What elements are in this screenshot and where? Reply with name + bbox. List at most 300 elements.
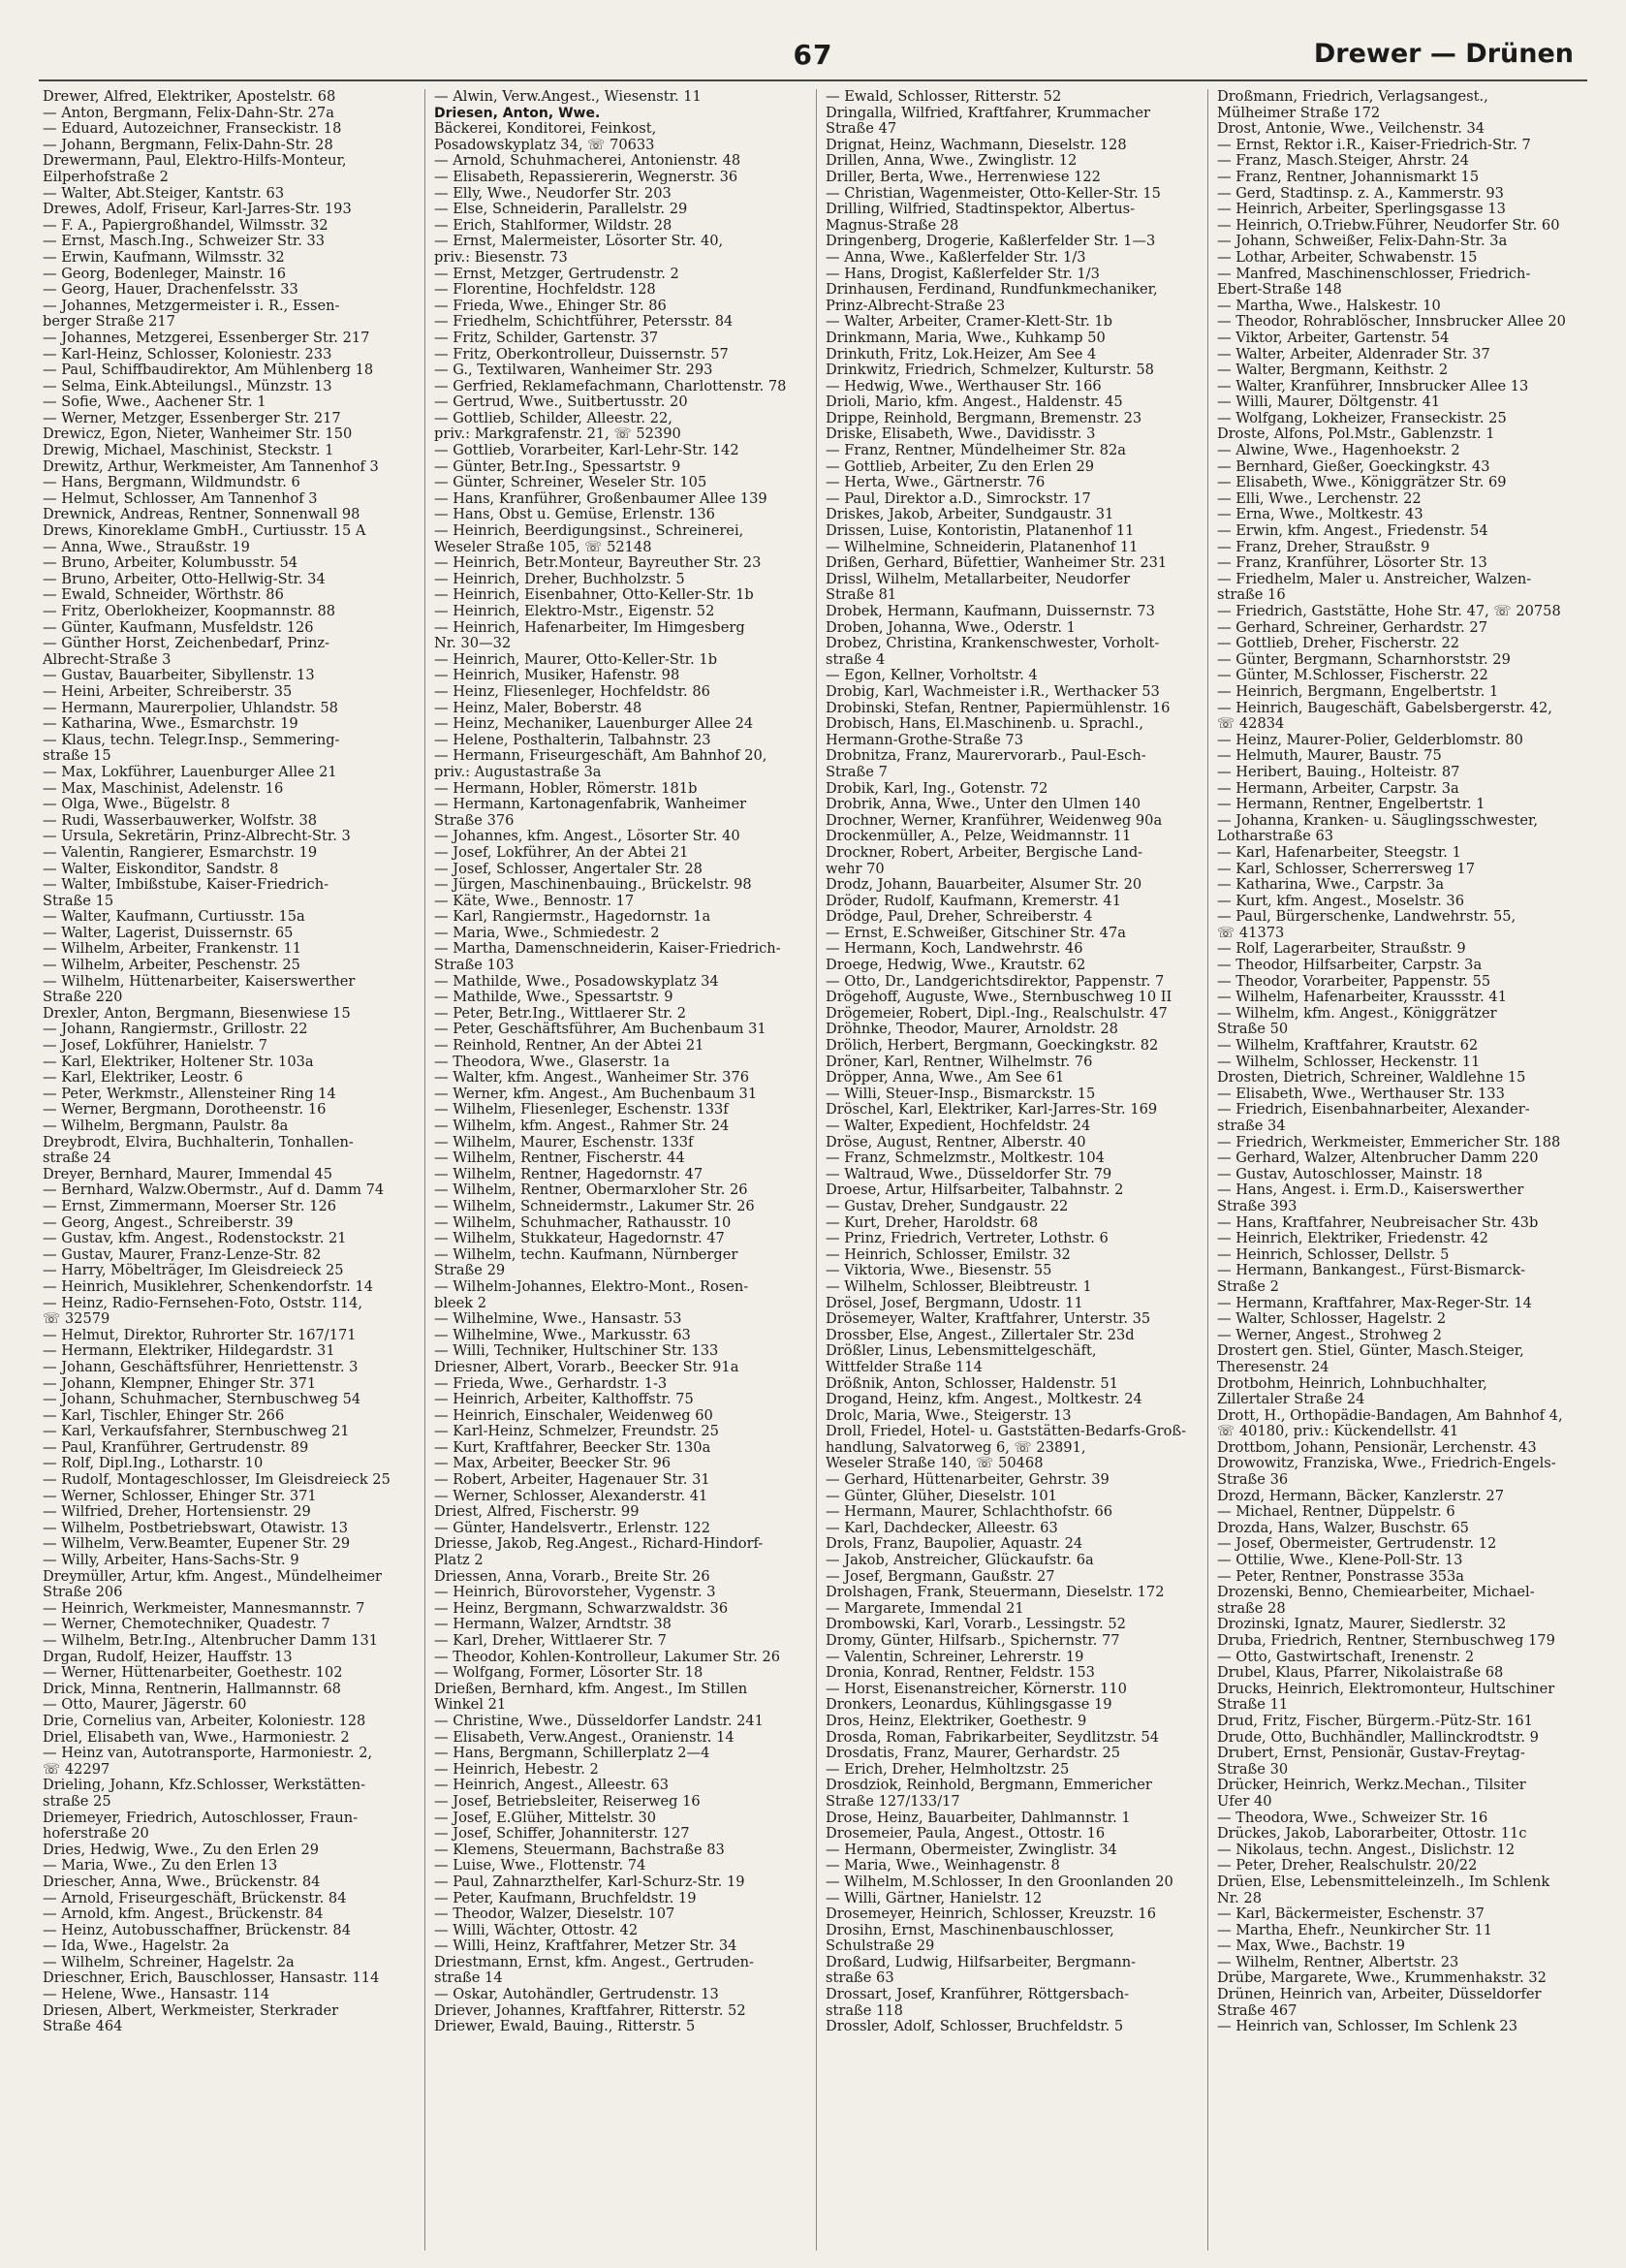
directory-entry: — Arnold, kfm. Angest., Brückenstr. 84 — [43, 1906, 324, 1923]
directory-entry: — Paul, Schiffbaudirektor, Am Mühlenberg 18 — [43, 362, 374, 379]
directory-entry: — Wilhelmine, Wwe., Markusstr. 63 — [434, 1327, 691, 1343]
directory-entry: — Elisabeth, Wwe., Königgrätzer Str. 69 — [1217, 475, 1507, 491]
directory-entry: — Willi, Heinz, Kraftfahrer, Metzer Str. 34 — [434, 1938, 737, 1955]
directory-entry: Drie, Cornelius van, Arbeiter, Koloniestr. 128 — [43, 1713, 366, 1729]
directory-entry: — Karl, Hafenarbeiter, Steegstr. 1 — [1217, 844, 1461, 861]
directory-entry: — Herta, Wwe., Gärtnerstr. 76 — [826, 475, 1046, 491]
directory-entry: Straße 103 — [434, 958, 515, 974]
directory-entry: Drößnik, Anton, Schlosser, Haldenstr. 51 — [826, 1375, 1118, 1392]
directory-entry: — Paul, Kranführer, Gertrudenstr. 89 — [43, 1439, 309, 1456]
directory-entry: — Kurt, Dreher, Haroldstr. 68 — [826, 1214, 1039, 1231]
directory-entry: — Karl, Bäckermeister, Eschenstr. 37 — [1217, 1906, 1485, 1923]
directory-entry: Drobik, Karl, Ing., Gotenstr. 72 — [826, 780, 1048, 797]
directory-entry: Straße 127/133/17 — [826, 1793, 960, 1810]
directory-entry: — Hermann, Obermeister, Zwinglistr. 34 — [826, 1842, 1117, 1858]
directory-entry: — Hermann, Koch, Landwehrstr. 46 — [826, 941, 1083, 958]
directory-entry: — Ewald, Schlosser, Ritterstr. 52 — [826, 89, 1062, 105]
directory-entry: straße 63 — [826, 1970, 894, 1987]
directory-entry: — Gerhard, Hüttenarbeiter, Gehrstr. 39 — [826, 1472, 1110, 1489]
directory-entry: — Hans, Angest. i. Erm.D., Kaiserswerther — [1217, 1182, 1524, 1199]
directory-entry: — Wilhelm, Hafenarbeiter, Kraussstr. 41 — [1217, 990, 1507, 1006]
directory-entry: — Walter, Bergmann, Keithstr. 2 — [1217, 362, 1449, 379]
directory-entry: — Werner, Bergmann, Dorotheenstr. 16 — [43, 1102, 327, 1118]
directory-entry: Drockner, Robert, Arbeiter, Bergische Land- — [826, 844, 1143, 861]
directory-entry: — Ernst, Masch.Ing., Schweizer Str. 33 — [43, 234, 326, 250]
directory-entry: — Bruno, Arbeiter, Otto-Hellwig-Str. 34 — [43, 571, 326, 587]
directory-entry: Straße 467 — [1217, 2002, 1298, 2019]
directory-entry: — Sofie, Wwe., Aachener Str. 1 — [43, 394, 266, 411]
directory-entry: Drobrik, Anna, Wwe., Unter den Ulmen 140 — [826, 797, 1141, 813]
directory-entry: — Friedrich, Eisenbahnarbeiter, Alexander- — [1217, 1102, 1530, 1118]
directory-entry: Lotharstraße 63 — [1217, 829, 1334, 845]
directory-entry: — Helene, Wwe., Hansastr. 114 — [43, 1987, 270, 2003]
directory-entry: Drobek, Hermann, Kaufmann, Duissernstr. 73 — [826, 604, 1155, 619]
directory-entry: — Hedwig, Wwe., Werthauser Str. 166 — [826, 378, 1102, 394]
directory-entry: Drols, Franz, Baupolier, Aquastr. 24 — [826, 1536, 1083, 1553]
directory-entry: — Johann, Schuhmacher, Sternbuschweg 54 — [43, 1392, 361, 1408]
directory-entry: — Anna, Wwe., Kaßlerfelder Str. 1/3 — [826, 249, 1086, 266]
directory-entry: — Josef, Schiffer, Johanniterstr. 127 — [434, 1826, 690, 1843]
directory-entry: Drissen, Luise, Kontoristin, Platanenhof 11 — [826, 523, 1135, 540]
directory-entry: — Mathilde, Wwe., Posadowskyplatz 34 — [434, 973, 719, 990]
directory-entry: Drubel, Klaus, Pfarrer, Nikolaistraße 68 — [1217, 1665, 1504, 1682]
directory-entry: Driemeyer, Friedrich, Autoschlosser, Fraun- — [43, 1810, 359, 1826]
directory-entry: — Waltraud, Wwe., Düsseldorfer Str. 79 — [826, 1166, 1112, 1182]
directory-entry: — Hermann, Walzer, Arndtstr. 38 — [434, 1617, 672, 1633]
directory-entry: Drewig, Michael, Maschinist, Steckstr. 1 — [43, 443, 334, 459]
directory-entry: — Walter, Kranführer, Innsbrucker Allee 13 — [1217, 378, 1529, 394]
directory-entry: — Georg, Bodenleger, Mainstr. 16 — [43, 266, 287, 282]
directory-entry: — Hermann, Elektriker, Hildegardstr. 31 — [43, 1343, 335, 1360]
directory-entry: — Willi, Wächter, Ottostr. 42 — [434, 1922, 639, 1938]
directory-entry: — Johannes, kfm. Angest., Lösorter Str. 40 — [434, 829, 740, 845]
directory-entry: — Walter, Abt.Steiger, Kantstr. 63 — [43, 185, 285, 202]
directory-entry: — Erwin, Kaufmann, Wilmsstr. 32 — [43, 249, 285, 266]
directory-entry: — Karl, Schlosser, Scherrersweg 17 — [1217, 861, 1475, 877]
directory-entry: Driestmann, Ernst, kfm. Angest., Gertruden- — [434, 1954, 754, 1970]
directory-entry: — Valentin, Schreiner, Lehrerstr. 19 — [826, 1649, 1084, 1665]
directory-entry: Drubert, Ernst, Pensionär, Gustav-Freytag- — [1217, 1746, 1525, 1762]
directory-entry: Drioli, Mario, kfm. Angest., Haldenstr. 45 — [826, 394, 1123, 411]
directory-entry: — Michael, Rentner, Düppelstr. 6 — [1217, 1504, 1455, 1521]
directory-entry: Ebert-Straße 148 — [1217, 282, 1342, 299]
directory-entry: — Wilhelm, kfm. Angest., Königgrätzer — [1217, 1005, 1497, 1022]
directory-entry: — Wilhelm, Schuhmacher, Rathausstr. 10 — [434, 1214, 732, 1231]
directory-entry: — Martha, Ehefr., Neunkircher Str. 11 — [1217, 1922, 1493, 1938]
directory-entry: — Max, Maschinist, Adelenstr. 16 — [43, 780, 284, 797]
directory-entry: ☏ 40180, priv.: Kückendellstr. 41 — [1217, 1424, 1459, 1440]
directory-entry: — Gertrud, Wwe., Suitbertusstr. 20 — [434, 394, 688, 411]
directory-entry: Dries, Hedwig, Wwe., Zu den Erlen 29 — [43, 1842, 320, 1858]
directory-entry: Driesen, Anton, Wwe. — [434, 105, 601, 121]
directory-entry: — Johann, Bergmann, Felix-Dahn-Str. 28 — [43, 137, 333, 153]
directory-entry: Bäckerei, Konditorei, Feinkost, — [434, 121, 657, 138]
directory-entry: Posadowskyplatz 34, ☏ 70633 — [434, 137, 655, 153]
directory-entry: — Wilhelm, Betr.Ing., Altenbrucher Damm 131 — [43, 1633, 379, 1649]
directory-entry: — Karl, Elektriker, Holtener Str. 103a — [43, 1054, 314, 1070]
directory-entry: — Christine, Wwe., Düsseldorfer Landstr. 241 — [434, 1713, 764, 1729]
directory-entry: — Willi, Gärtner, Hanielstr. 12 — [826, 1890, 1043, 1906]
directory-entry: — Ernst, Metzger, Gertrudenstr. 2 — [434, 266, 679, 282]
directory-entry: Zillertaler Straße 24 — [1217, 1392, 1365, 1408]
directory-entry: Straße 36 — [1217, 1472, 1289, 1489]
directory-entry: Dronkers, Leonardus, Kühlingsgasse 19 — [826, 1697, 1112, 1714]
directory-entry: Drossber, Else, Angest., Zillertaler Str. 23d — [826, 1327, 1135, 1343]
directory-entry: — Willi, Steuer-Insp., Bismarckstr. 15 — [826, 1086, 1096, 1102]
directory-entry: Drozd, Hermann, Bäcker, Kanzlerstr. 27 — [1217, 1488, 1504, 1504]
directory-entry: — Heinz, Bergmann, Schwarzwaldstr. 36 — [434, 1600, 729, 1617]
directory-entry: Theresenstr. 24 — [1217, 1359, 1329, 1375]
directory-entry: berger Straße 217 — [43, 314, 175, 331]
directory-entry: — Arnold, Schuhmacherei, Antonienstr. 48 — [434, 153, 741, 170]
directory-entry: Drobisch, Hans, El.Maschinenb. u. Sprachl., — [826, 716, 1144, 733]
directory-entry: Driever, Johannes, Kraftfahrer, Ritterstr. 52 — [434, 2002, 746, 2019]
directory-entry: — Jakob, Anstreicher, Glückaufstr. 6a — [826, 1553, 1094, 1569]
directory-entry: — Heinz, Mechaniker, Lauenburger Allee 24 — [434, 716, 754, 733]
directory-entry: — Hans, Kranführer, Großenbaumer Allee 139 — [434, 490, 767, 507]
running-head: Drewer — Drünen — [1313, 39, 1574, 69]
directory-entry: — Walter, Expedient, Hochfeldstr. 24 — [826, 1118, 1091, 1134]
directory-entry: — Theodor, Kohlen-Kontrolleur, Lakumer Str. 26 — [434, 1649, 781, 1665]
directory-entry: Albrecht-Straße 3 — [43, 651, 172, 668]
directory-entry: — Luise, Wwe., Flottenstr. 74 — [434, 1858, 646, 1874]
directory-entry: — Willi, Maurer, Döltgenstr. 41 — [1217, 394, 1441, 411]
directory-entry: Dreyer, Bernhard, Maurer, Immendal 45 — [43, 1166, 332, 1182]
directory-entry: — Wilhelm, Stukkateur, Hagedornstr. 47 — [434, 1231, 725, 1247]
directory-entry: — Alwin, Verw.Angest., Wiesenstr. 11 — [434, 89, 702, 105]
directory-entry: — Wilhelm, Arbeiter, Frankenstr. 11 — [43, 941, 302, 958]
directory-entry: Drockenmüller, A., Pelze, Weidmannstr. 11 — [826, 829, 1132, 845]
directory-entry: — Helmut, Schlosser, Am Tannenhof 3 — [43, 490, 318, 507]
directory-entry: Drostert gen. Stiel, Günter, Masch.Steiger, — [1217, 1343, 1524, 1360]
directory-entry: — Heinz, Fliesenleger, Hochfeldstr. 86 — [434, 683, 710, 700]
directory-entry: — Josef, Obermeister, Gertrudenstr. 12 — [1217, 1536, 1497, 1553]
directory-entry: Drogand, Heinz, kfm. Angest., Moltkestr. 24 — [826, 1392, 1142, 1408]
directory-entry: Drobinski, Stefan, Rentner, Papiermühlenstr. 16 — [826, 700, 1171, 716]
directory-entry: straße 28 — [1217, 1600, 1286, 1617]
directory-entry: Platz 2 — [434, 1553, 484, 1569]
directory-entry: — Erwin, kfm. Angest., Friedenstr. 54 — [1217, 523, 1488, 540]
directory-entry: — Friedrich, Werkmeister, Emmericher Str. 188 — [1217, 1134, 1561, 1150]
directory-entry: — Heinrich, Hebestr. 2 — [434, 1761, 599, 1778]
directory-entry: — Karl, Elektriker, Leostr. 6 — [43, 1070, 243, 1087]
directory-entry: — Hermann, Bankangest., Fürst-Bismarck- — [1217, 1263, 1526, 1279]
directory-entry: Straße 464 — [43, 2019, 123, 2035]
directory-entry: Drossart, Josef, Kranführer, Röttgersbach- — [826, 1987, 1130, 2003]
directory-entry: — Heinrich, Musiker, Hafenstr. 98 — [434, 668, 680, 684]
directory-entry: — Heinrich, Werkmeister, Mannesmannstr. 7 — [43, 1600, 365, 1617]
directory-entry: — Josef, E.Glüher, Mittelstr. 30 — [434, 1810, 657, 1826]
directory-entry: — Karl-Heinz, Schlosser, Koloniestr. 233 — [43, 346, 332, 362]
directory-entry: — Josef, Betriebsleiter, Reiserweg 16 — [434, 1793, 701, 1810]
directory-entry: Straße 2 — [1217, 1278, 1279, 1295]
directory-entry: — Maria, Wwe., Schmiedestr. 2 — [434, 925, 660, 941]
directory-entry: Drögemeier, Robert, Dipl.-Ing., Realschulstr. 47 — [826, 1005, 1168, 1022]
directory-entry: — Rolf, Dipl.Ing., Lotharstr. 10 — [43, 1456, 264, 1472]
directory-entry: — Selma, Eink.Abteilungsl., Münzstr. 13 — [43, 378, 332, 394]
directory-entry: — Ursula, Sekretärin, Prinz-Albrecht-Str. 3 — [43, 829, 351, 845]
directory-entry: — Franz, Masch.Steiger, Ahrstr. 24 — [1217, 153, 1470, 170]
directory-entry: Droege, Hedwig, Wwe., Krautstr. 62 — [826, 958, 1086, 974]
column-4 — [1217, 89, 1585, 2260]
directory-entry: — Anna, Wwe., Straußstr. 19 — [43, 539, 250, 555]
directory-entry: — Rudolf, Montageschlosser, Im Gleisdreieck 25 — [43, 1472, 391, 1489]
directory-entry: Driskes, Jakob, Arbeiter, Sundgaustr. 31 — [826, 507, 1114, 523]
directory-entry: — Hermann, Rentner, Engelbertstr. 1 — [1217, 797, 1485, 813]
directory-entry: — Wolfgang, Lokheizer, Franseckistr. 25 — [1217, 410, 1507, 426]
directory-entry: ☏ 42297 — [43, 1761, 110, 1778]
header-rule — [39, 79, 1587, 81]
directory-entry: — Katharina, Wwe., Esmarchstr. 19 — [43, 716, 298, 733]
directory-entry: Nr. 28 — [1217, 1890, 1262, 1906]
directory-entry: Drößler, Linus, Lebensmittelgeschäft, — [826, 1343, 1097, 1360]
directory-entry: Droll, Friedel, Hotel- u. Gaststätten-Bedarfs-Groß- — [826, 1424, 1187, 1440]
directory-entry: Drick, Minna, Rentnerin, Hallmannstr. 68 — [43, 1681, 341, 1697]
directory-entry: — Viktoria, Wwe., Biesenstr. 55 — [826, 1263, 1052, 1279]
page-number: 67 — [793, 39, 833, 71]
directory-entry: Straße 7 — [826, 764, 888, 780]
directory-entry: — Gottlieb, Schilder, Alleestr. 22, — [434, 410, 672, 426]
directory-entry: — Karl, Tischler, Ehinger Str. 266 — [43, 1407, 285, 1424]
directory-entry: — Franz, Dreher, Straußstr. 9 — [1217, 539, 1430, 555]
directory-entry: — Hermann, Kraftfahrer, Max-Reger-Str. 14 — [1217, 1295, 1532, 1311]
directory-entry: — Karl, Verkaufsfahrer, Sternbuschweg 21 — [43, 1424, 350, 1440]
directory-entry: — Peter, Kaufmann, Bruchfeldstr. 19 — [434, 1890, 697, 1906]
directory-entry: — Fritz, Schilder, Gartenstr. 37 — [434, 330, 659, 346]
directory-entry: — Heinrich van, Schlosser, Im Schlenk 23 — [1217, 2019, 1517, 2035]
directory-entry: Straße 376 — [434, 812, 515, 829]
directory-entry: Drückes, Jakob, Laborarbeiter, Ottostr. 11c — [1217, 1826, 1527, 1843]
directory-entry: — Franz, Kranführer, Lösorter Str. 13 — [1217, 555, 1487, 572]
directory-entry: — Martha, Damenschneiderin, Kaiser-Friedrich- — [434, 941, 781, 958]
directory-entry: Dröner, Karl, Rentner, Wilhelmstr. 76 — [826, 1054, 1093, 1070]
directory-entry: — Ottilie, Wwe., Klene-Poll-Str. 13 — [1217, 1553, 1463, 1569]
directory-entry: — Hermann, Kartonagenfabrik, Wanheimer — [434, 797, 747, 813]
directory-entry: — Fritz, Oberlokheizer, Koopmannstr. 88 — [43, 604, 336, 619]
directory-entry: — Werner, Hüttenarbeiter, Goethestr. 102 — [43, 1665, 343, 1682]
directory-entry: — Theodor, Hilfsarbeiter, Carpstr. 3a — [1217, 958, 1483, 974]
directory-entry: — Hans, Obst u. Gemüse, Erlenstr. 136 — [434, 507, 715, 523]
directory-entry: — Josef, Schlosser, Angertaler Str. 28 — [434, 861, 703, 877]
directory-entry: Drobig, Karl, Wachmeister i.R., Werthacker 53 — [826, 683, 1160, 700]
directory-entry: — Wilhelmine, Wwe., Hansastr. 53 — [434, 1311, 682, 1328]
directory-entry: — Viktor, Arbeiter, Gartenstr. 54 — [1217, 330, 1450, 346]
directory-entry: Drinkmann, Maria, Wwe., Kuhkamp 50 — [826, 330, 1106, 346]
directory-entry: Drieschner, Erich, Bauschlosser, Hansastr. 114 — [43, 1970, 380, 1987]
directory-entry: — Günter, Kaufmann, Musfeldstr. 126 — [43, 619, 314, 636]
directory-entry: Straße 220 — [43, 990, 123, 1006]
directory-entry: Drinkwitz, Friedrich, Schmelzer, Kulturstr. 58 — [826, 362, 1154, 379]
directory-entry: — Erich, Stahlformer, Wildstr. 28 — [434, 217, 672, 234]
directory-entry: — Walter, kfm. Angest., Wanheimer Str. 376 — [434, 1070, 750, 1087]
directory-entry: — Johanna, Kranken- u. Säuglingsschwester, — [1217, 812, 1539, 829]
directory-entry: — Wilhelm, Schlosser, Bleibtreustr. 1 — [826, 1278, 1092, 1295]
directory-entry: Driel, Elisabeth van, Wwe., Harmoniestr. 2 — [43, 1729, 350, 1746]
directory-entry: ☏ 41373 — [1217, 925, 1285, 941]
directory-entry: — Otto, Gastwirtschaft, Irenenstr. 2 — [1217, 1649, 1475, 1665]
directory-entry: — Heribert, Bauing., Holteistr. 87 — [1217, 764, 1460, 780]
directory-entry: — Nikolaus, techn. Angest., Dislichstr. 12 — [1217, 1842, 1516, 1858]
directory-entry: — Gerhard, Schreiner, Gerhardstr. 27 — [1217, 619, 1487, 636]
entry-columns — [43, 89, 1583, 2260]
directory-entry: Drozenski, Benno, Chemiearbeiter, Michael- — [1217, 1585, 1535, 1601]
directory-entry: — Prinz, Friedrich, Vertreter, Lothstr. 6 — [826, 1231, 1109, 1247]
directory-entry: Straße 50 — [1217, 1022, 1289, 1038]
directory-entry: Straße 393 — [1217, 1198, 1298, 1214]
directory-entry: — Hans, Drogist, Kaßlerfelder Str. 1/3 — [826, 266, 1100, 282]
directory-entry: — Heinz van, Autotransporte, Harmoniestr. 2, — [43, 1746, 373, 1762]
directory-entry: Weseler Straße 105, ☏ 52148 — [434, 539, 652, 555]
directory-entry: — Heinrich, Betr.Monteur, Bayreuther Str. 23 — [434, 555, 762, 572]
directory-entry: handlung, Salvatorweg 6, ☏ 23891, — [826, 1439, 1086, 1456]
directory-entry: — Karl, Dachdecker, Alleestr. 63 — [826, 1520, 1058, 1536]
directory-entry: — Jürgen, Maschinenbauing., Brückelstr. 98 — [434, 877, 752, 894]
directory-entry: — Werner, Angest., Strohweg 2 — [1217, 1327, 1442, 1343]
directory-entry: Drosda, Roman, Fabrikarbeiter, Seydlitzstr. 54 — [826, 1729, 1160, 1746]
directory-entry: — Heinrich, Elektro-Mstr., Eigenstr. 52 — [434, 604, 715, 619]
directory-entry: — Hermann, Maurer, Schlachthofstr. 66 — [826, 1504, 1113, 1521]
directory-entry: Drolc, Maria, Wwe., Steigerstr. 13 — [826, 1407, 1072, 1424]
directory-entry: Weseler Straße 140, ☏ 50468 — [826, 1456, 1044, 1472]
directory-entry: — Theodora, Wwe., Glaserstr. 1a — [434, 1054, 671, 1070]
directory-entry: Hermann-Grothe-Straße 73 — [826, 732, 1023, 748]
directory-entry: — Mathilde, Wwe., Spessartstr. 9 — [434, 990, 673, 1006]
directory-entry: — Karl, Rangiermstr., Hagedornstr. 1a — [434, 909, 711, 926]
directory-entry: — Georg, Hauer, Drachenfelsstr. 33 — [43, 282, 298, 299]
directory-entry: Dröse, August, Rentner, Alberstr. 40 — [826, 1134, 1086, 1150]
directory-entry: Dringalla, Wilfried, Kraftfahrer, Krummacher — [826, 105, 1150, 121]
directory-entry: priv.: Augustastraße 3a — [434, 764, 602, 780]
directory-entry: — Peter, Dreher, Realschulstr. 20/22 — [1217, 1858, 1478, 1874]
directory-entry: — Ida, Wwe., Hagelstr. 2a — [43, 1938, 230, 1955]
directory-entry: — Wilhelm, Bergmann, Paulstr. 8a — [43, 1118, 289, 1134]
directory-entry: Droste, Alfons, Pol.Mstr., Gablenzstr. 1 — [1217, 426, 1495, 443]
directory-entry: — Wilhelm, Verw.Beamter, Eupener Str. 29 — [43, 1536, 351, 1553]
directory-entry: — Gustav, Maurer, Franz-Lenze-Str. 82 — [43, 1246, 322, 1263]
directory-entry: — Kurt, Kraftfahrer, Beecker Str. 130a — [434, 1439, 711, 1456]
directory-entry: — Friedrich, Gaststätte, Hohe Str. 47, ☏ 20758 — [1217, 604, 1561, 619]
directory-entry: — Otto, Dr., Landgerichtsdirektor, Pappenstr. 7 — [826, 973, 1165, 990]
directory-entry: — Otto, Maurer, Jägerstr. 60 — [43, 1697, 247, 1714]
directory-entry: — Wilhelm, Schreiner, Hagelstr. 2a — [43, 1954, 295, 1970]
directory-entry: — Arnold, Friseurgeschäft, Brückenstr. 84 — [43, 1890, 347, 1906]
directory-entry: Drosdatis, Franz, Maurer, Gerhardstr. 25 — [826, 1746, 1121, 1762]
column-divider — [424, 89, 425, 2251]
directory-entry: Drews, Kinoreklame GmbH., Curtiusstr. 15 A — [43, 523, 366, 540]
directory-entry: — Frieda, Wwe., Ehinger Str. 86 — [434, 298, 667, 314]
directory-entry: Winkel 21 — [434, 1697, 507, 1714]
directory-entry: — Erna, Wwe., Moltkestr. 43 — [1217, 507, 1423, 523]
directory-entry: Drewes, Adolf, Friseur, Karl-Jarres-Str. 193 — [43, 202, 352, 218]
directory-entry: Dröhnke, Theodor, Maurer, Arnoldstr. 28 — [826, 1022, 1118, 1038]
directory-entry: Straße 29 — [434, 1263, 506, 1279]
directory-entry: hoferstraße 20 — [43, 1826, 149, 1843]
column-divider — [1207, 89, 1208, 2251]
directory-entry: Drewermann, Paul, Elektro-Hilfs-Monteur, — [43, 153, 347, 170]
directory-entry: — Theodor, Vorarbeiter, Pappenstr. 55 — [1217, 973, 1491, 990]
directory-entry: — Walter, Eiskonditor, Sandstr. 8 — [43, 861, 279, 877]
directory-entry: Droben, Johanna, Wwe., Oderstr. 1 — [826, 619, 1076, 636]
directory-entry: Drüen, Else, Lebensmitteleinzelh., Im Schlenk — [1217, 1874, 1550, 1890]
directory-entry: Drude, Otto, Buchhändler, Mallinckrodtstr. 9 — [1217, 1729, 1539, 1746]
directory-entry: — Maria, Wwe., Weinhagenstr. 8 — [826, 1858, 1060, 1874]
directory-entry: Drübe, Margarete, Wwe., Krummenhakstr. 32 — [1217, 1970, 1547, 1987]
directory-entry: — Hermann, Arbeiter, Carpstr. 3a — [1217, 780, 1459, 797]
directory-entry: — Eduard, Autozeichner, Franseckistr. 18 — [43, 121, 342, 138]
directory-entry: straße 16 — [1217, 587, 1286, 604]
directory-entry: — Florentine, Hochfeldstr. 128 — [434, 282, 656, 299]
directory-entry: — Günter, Glüher, Dieselstr. 101 — [826, 1488, 1057, 1504]
directory-entry: Drödge, Paul, Dreher, Schreiberstr. 4 — [826, 909, 1093, 926]
directory-entry: — Johannes, Metzgermeister i. R., Essen- — [43, 298, 340, 314]
directory-entry: — Ernst, E.Schweißer, Gitschiner Str. 47a — [826, 925, 1126, 941]
directory-entry: Drombowski, Karl, Vorarb., Lessingstr. 52 — [826, 1617, 1126, 1633]
directory-entry: Straße 30 — [1217, 1761, 1289, 1778]
directory-entry: — Karl, Dreher, Wittlaerer Str. 7 — [434, 1633, 667, 1649]
directory-entry: Drögehoff, Auguste, Wwe., Sternbuschweg 10 II — [826, 990, 1173, 1006]
directory-entry: — Elli, Wwe., Lerchenstr. 22 — [1217, 490, 1422, 507]
directory-entry: Drgan, Rudolf, Heizer, Hauffstr. 13 — [43, 1649, 293, 1665]
directory-entry: — Paul, Bürgerschenke, Landwehrstr. 55, — [1217, 909, 1517, 926]
directory-entry: Nr. 30—32 — [434, 636, 512, 652]
directory-entry: Drösemeyer, Walter, Kraftfahrer, Unterstr. 35 — [826, 1311, 1151, 1328]
directory-entry: wehr 70 — [826, 861, 885, 877]
directory-entry: — Elisabeth, Repassiererin, Wegnerstr. 36 — [434, 169, 738, 185]
directory-entry: straße 34 — [1217, 1118, 1286, 1134]
directory-entry: Drißen, Gerhard, Büfettier, Wanheimer Str. 231 — [826, 555, 1168, 572]
directory-entry: — Heinrich, Baugeschäft, Gabelsbergerstr. 42, — [1217, 700, 1552, 716]
directory-entry: Drosemeyer, Heinrich, Schlosser, Kreuzstr. 16 — [826, 1906, 1156, 1923]
directory-entry: Straße 47 — [826, 121, 897, 138]
directory-entry: Driescher, Anna, Wwe., Brückenstr. 84 — [43, 1874, 321, 1890]
directory-entry: — Wolfgang, Former, Lösorter Str. 18 — [434, 1665, 704, 1682]
directory-entry: — Heinrich, Schlosser, Emilstr. 32 — [826, 1246, 1071, 1263]
directory-entry: Dronia, Konrad, Rentner, Feldstr. 153 — [826, 1665, 1095, 1682]
directory-entry: — Franz, Schmelzmstr., Moltkestr. 104 — [826, 1150, 1105, 1167]
directory-entry: priv.: Biesenstr. 73 — [434, 249, 568, 266]
directory-entry: — Hermann, Maurerpolier, Uhlandstr. 58 — [43, 700, 338, 716]
directory-entry: Drost, Antonie, Wwe., Veilchenstr. 34 — [1217, 121, 1485, 138]
directory-entry: — Werner, Metzger, Essenberger Str. 217 — [43, 410, 341, 426]
directory-entry: — Hans, Bergmann, Wildmundstr. 6 — [43, 475, 300, 491]
directory-entry: — Wilhelm, Postbetriebswart, Otawistr. 13 — [43, 1520, 349, 1536]
directory-entry: — Günter, M.Schlosser, Fischerstr. 22 — [1217, 668, 1488, 684]
directory-entry: — Wilhelm, M.Schlosser, In den Groonlanden 20 — [826, 1874, 1173, 1890]
directory-entry: — Heinrich, Arbeiter, Sperlingsgasse 13 — [1217, 202, 1506, 218]
directory-entry: Drippe, Reinhold, Bergmann, Bremenstr. 23 — [826, 410, 1142, 426]
directory-entry: Driewer, Ewald, Bauing., Ritterstr. 5 — [434, 2019, 696, 2035]
directory-entry: Drinkuth, Fritz, Lok.Heizer, Am See 4 — [826, 346, 1097, 362]
directory-entry: — Gerhard, Walzer, Altenbrucher Damm 220 — [1217, 1150, 1539, 1167]
directory-entry: — Günter, Handelsvertr., Erlenstr. 122 — [434, 1520, 711, 1536]
directory-entry: — Wilhelm, kfm. Angest., Rahmer Str. 24 — [434, 1118, 730, 1134]
directory-entry: — Helene, Posthalterin, Talbahnstr. 23 — [434, 732, 711, 748]
directory-entry: — Franz, Rentner, Mündelheimer Str. 82a — [826, 443, 1126, 459]
directory-entry: — Reinhold, Rentner, An der Abtei 21 — [434, 1038, 704, 1055]
directory-entry: Driest, Alfred, Fischerstr. 99 — [434, 1504, 640, 1521]
directory-entry: — Johann, Schweißer, Felix-Dahn-Str. 3a — [1217, 234, 1508, 250]
directory-entry: Drexler, Anton, Bergmann, Biesenwiese 15 — [43, 1005, 351, 1022]
directory-entry: — Walter, Imbißstube, Kaiser-Friedrich- — [43, 877, 329, 894]
directory-entry: — Wilhelm, techn. Kaufmann, Nürnberger — [434, 1246, 738, 1263]
directory-entry: Mülheimer Straße 172 — [1217, 105, 1381, 121]
directory-entry: Drottbom, Johann, Pensionär, Lerchenstr. 43 — [1217, 1439, 1537, 1456]
directory-entry: Drozinski, Ignatz, Maurer, Siedlerstr. 32 — [1217, 1617, 1507, 1633]
directory-entry: — Olga, Wwe., Bügelstr. 8 — [43, 797, 231, 813]
directory-entry: — Klemens, Steuermann, Bachstraße 83 — [434, 1842, 725, 1858]
directory-entry: Drott, H., Orthopädie-Bandagen, Am Bahnhof 4, — [1217, 1407, 1563, 1424]
directory-entry: — Valentin, Rangierer, Esmarchstr. 19 — [43, 844, 318, 861]
